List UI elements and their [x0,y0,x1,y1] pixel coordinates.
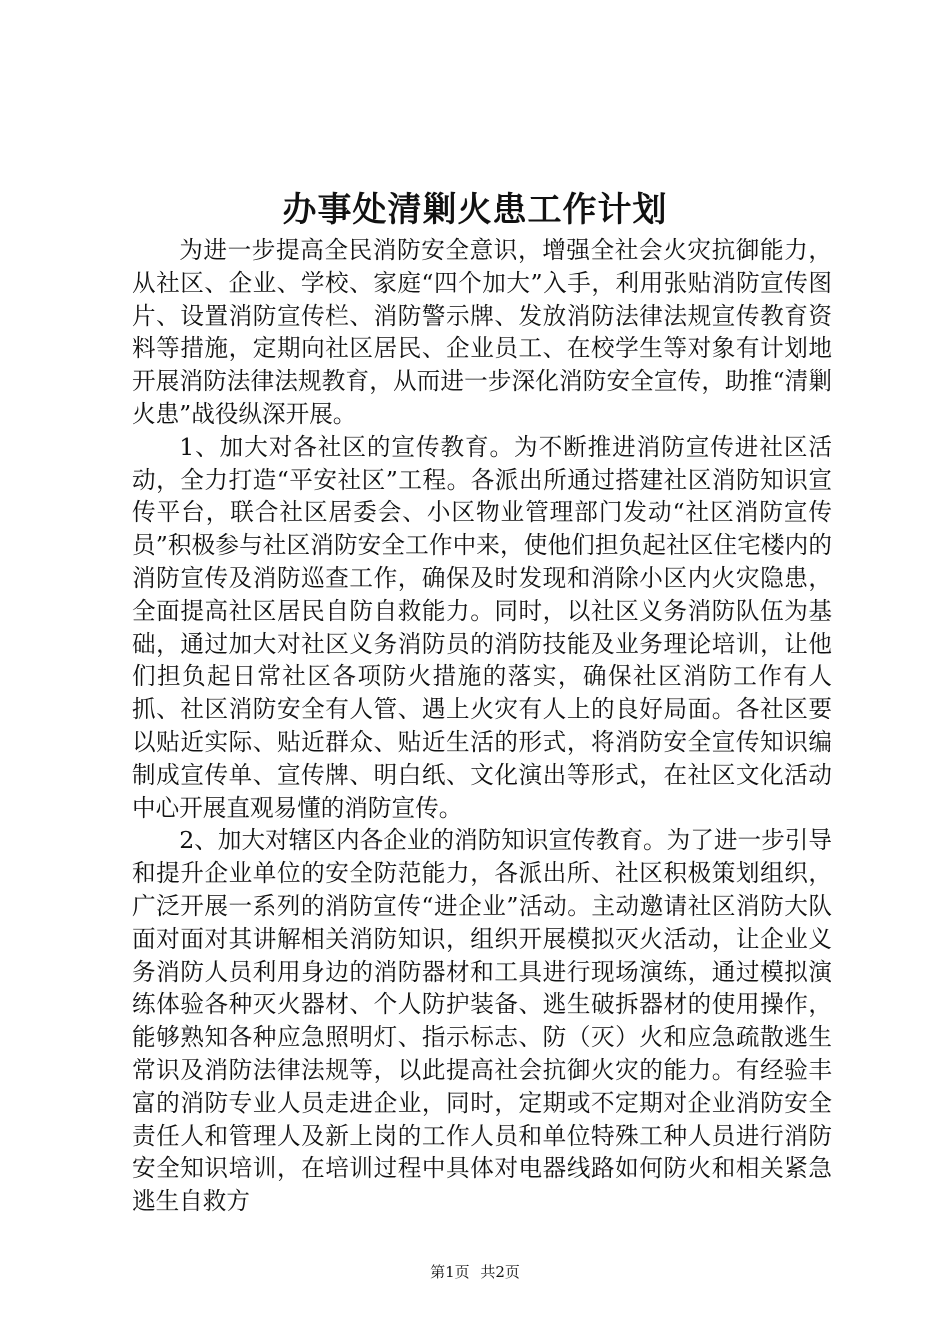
page-total: 共2页 [480,1263,520,1281]
document-body [132,234,832,1218]
page-footer [0,1262,950,1282]
document-title: 办事处清剿火患工作计划 [282,190,668,230]
paragraph-enterprise-education: 2、加大对辖区内各企业的消防知识宣传教育。为了进一步引导和提升企业单位的安全防范能力，各派出所、社区积极策划组织，广泛开展一系列的消防宣传“进企业”活动。主动邀请社区消防大队面对面对其讲解相关消防知识，组织开展模拟灭火活动，让企业义务消防人员利用身边的消防器材和工具进行现场演练，通过模拟演练体验各种灭火器材、个人防护装备、逃生破拆器材的使用操作，能够熟知各种应急照明灯、指示标志、防（灭）火和应急疏散逃生常识及消防法律法规等，以此提高社会抗御火灾的能力。有经验丰富的消防专业人员走进企业，同时，定期或不定期对企业消防安全责任人和管理人及新上岗的工作人员和单位特殊工种人员进行消防安全知识培训，在培训过程中具体对电器线路如何防火和相关紧急逃生自救方 [132,826,832,1216]
paragraph-community-education: 1、加大对各社区的宣传教育。为不断推进消防宣传进社区活动，全力打造“平安社区”工程。各派出所通过搭建社区消防知识宣传平台，联合社区居委会、小区物业管理部门发动“社区消防宣传员”积极参与社区消防安全工作中来，使他们担负起社区住宅楼内的消防宣传及消防巡查工作，确保及时发现和消除小区内火灾隐患，全面提高社区居民自防自救能力。同时，以社区义务消防队伍为基础，通过加大对社区义务消防员的消防技能及业务理论培训，让他们担负起日常社区各项防火措施的落实，确保社区消防工作有人抓、社区消防安全有人管、遇上火灾有人上的良好局面。各社区要以贴近实际、贴近群众、贴近生活的形式，将消防安全宣传知识编制成宣传单、宣传牌、明白纸、文化演出等形式，在社区文化活动中心开展直观易懂的消防宣传。 [132,432,832,822]
page-number: 第1页 [430,1263,470,1281]
paragraph-intro: 为进一步提高全民消防安全意识，增强全社会火灾抗御能力，从社区、企业、学校、家庭“四个加大”入手，利用张贴消防宣传图片、设置消防宣传栏、消防警示牌、发放消防法律法规宣传教育资料等措施，定期向社区居民、企业员工、在校学生等对象有计划地开展消防法律法规教育，从而进一步深化消防安全宣传，助推“清剿火患”战役纵深开展。 [132,236,832,428]
